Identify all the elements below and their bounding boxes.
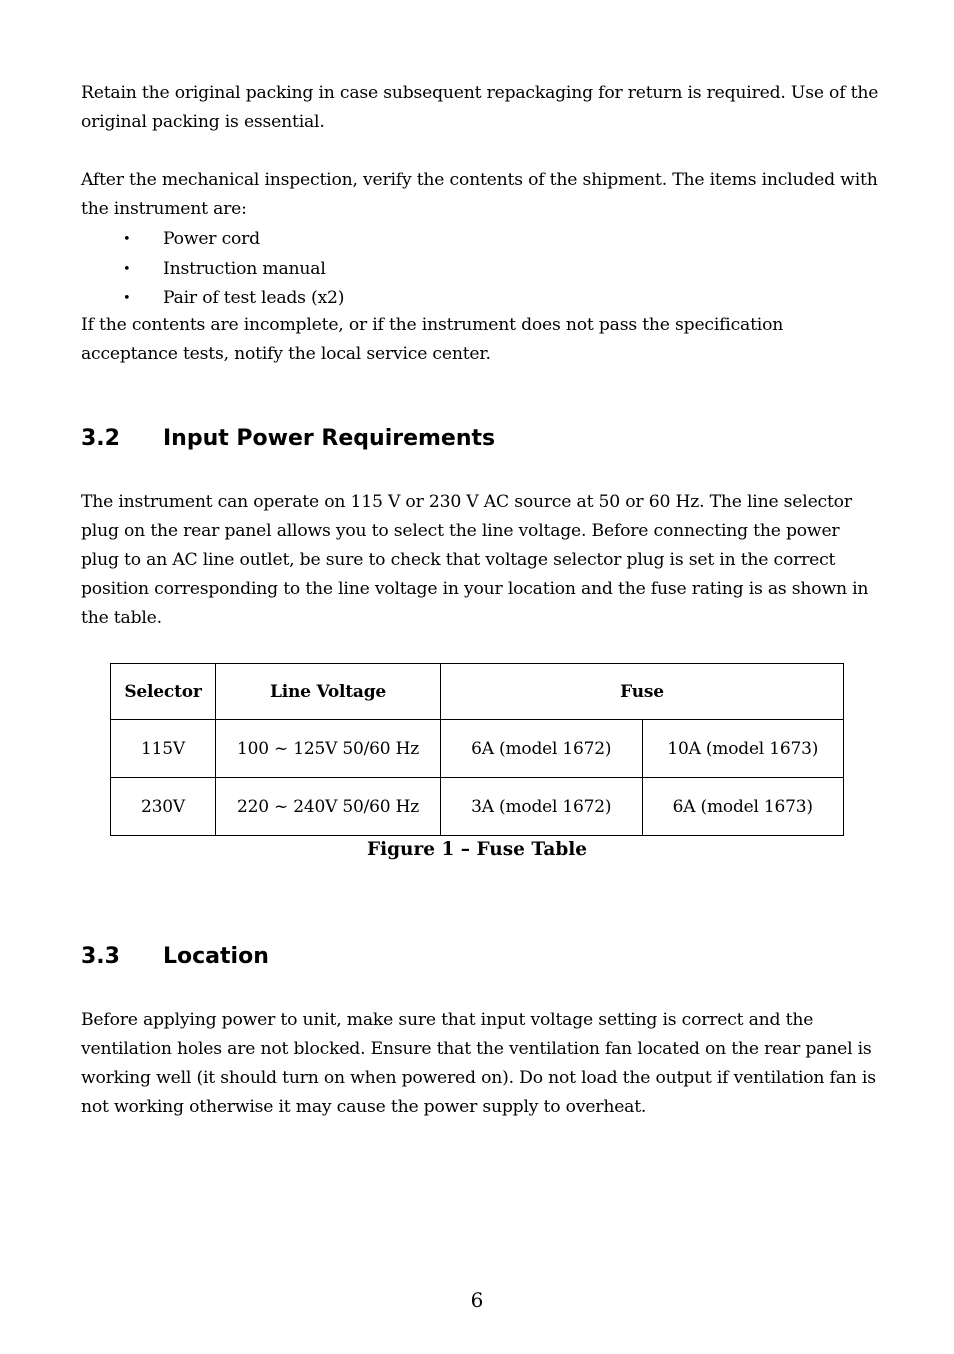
list-item [81,225,344,255]
location-paragraph: Before applying power to unit, make sure that input voltage setting is correct and the ventilation holes are not blocked. Ensure that the ventilation fan located on the rear panel is working well (it should turn on when powered on). Do not load the output if ventilation fan is not working otherwise it may cause the power supply to overheat. [81,1010,876,1117]
table-cell: 6A (model 1673) [642,778,844,836]
contents-paragraph: After the mechanical inspection, verify the contents of the shipment. The items included with the instrument are: [81,170,878,219]
header-line-voltage: Line Voltage [216,664,441,720]
section-heading-location [81,942,269,972]
section-title: Location [163,944,269,969]
section-heading-input-power [81,424,495,454]
list-item [81,284,344,314]
table-cell: 220 ~ 240V 50/60 Hz [216,778,441,836]
table-row [111,778,844,836]
table-header-row [111,664,844,720]
header-selector: Selector [111,664,216,720]
input-power-paragraph: The instrument can operate on 115 V or 230 V AC source at 50 or 60 Hz. The line selector plug on the rear panel allows you to select the line voltage. Before connecting the power plug to an AC line outlet, be sure to check that voltage selector plug is set in the correct position corresponding to the line voltage in your location and the fuse rating is as shown in the table. [81,492,869,628]
incomplete-contents-paragraph: If the contents are incomplete, or if the instrument does not pass the specification acceptance tests, notify the local service center. [81,315,784,364]
list-item-label: Pair of test leads (x2) [163,288,345,308]
section-title: Input Power Requirements [163,426,496,451]
section-number: 3.2 [81,426,120,451]
figure-caption: Figure 1 – Fuse Table [366,839,588,860]
table-cell: 10A (model 1673) [642,720,844,778]
table-cell: 230V [111,778,216,836]
bullet-icon: • [123,261,131,277]
section-number: 3.3 [81,944,120,969]
table-cell: 100 ~ 125V 50/60 Hz [216,720,441,778]
table-cell: 6A (model 1672) [441,720,643,778]
list-item [81,255,344,285]
bullet-icon: • [123,291,131,306]
table-cell: 115V [111,720,216,778]
packing-paragraph: Retain the original packing in case subsequent repackaging for return is required. Use of the original packing is essential. [81,83,879,132]
page-number: 6 [470,1288,484,1312]
list-item-label: Power cord [163,229,260,249]
table-row [111,720,844,778]
fuse-table [110,663,844,836]
bullet-icon: • [123,232,131,247]
list-item-label: Instruction manual [163,258,326,279]
shipment-items-list [81,225,344,314]
table-cell: 3A (model 1672) [441,778,643,836]
header-fuse: Fuse [441,664,844,720]
